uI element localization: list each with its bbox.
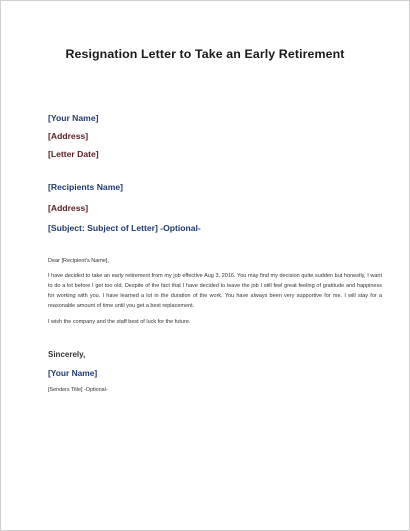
signature-name: [Your Name] — [48, 368, 98, 378]
letter-subject: [Subject: Subject of Letter] -Optional- — [48, 223, 201, 233]
recipient-name: [Recipients Name] — [48, 182, 123, 192]
letter-title: Resignation Letter to Take an Early Retirement — [65, 47, 345, 61]
recipient-address: [Address] — [48, 202, 89, 213]
body-paragraph: I have decided to take an early retirement from my job effective Aug 3, 2016. You may find my decision quite sudden but honestly, I want to do a lot before I get too old. Despite of the fact that I have decided to leave the job I still feel great feeling of gratitude and happiness for working with you. I have learned a lot in the duration of the work. You have always been very supportive for me. I will stay for a reasonable amount of time until you get a best replacement. — [48, 273, 382, 309]
sender-name: [Your Name] — [48, 113, 99, 123]
sender-address: [Address] — [48, 131, 89, 141]
letter-body — [48, 256, 382, 327]
body-paragraph: I wish the company and the staff best of luck for the future. — [48, 319, 191, 325]
closing: Sincerely, — [48, 350, 86, 359]
sender-block — [48, 109, 388, 163]
signature-title: [Senders Title] -Optional- — [48, 387, 108, 393]
salutation: Dear [Recipient's Name], — [48, 258, 109, 264]
recipient-block — [48, 177, 388, 239]
letter-date: [Letter Date] — [48, 149, 99, 159]
